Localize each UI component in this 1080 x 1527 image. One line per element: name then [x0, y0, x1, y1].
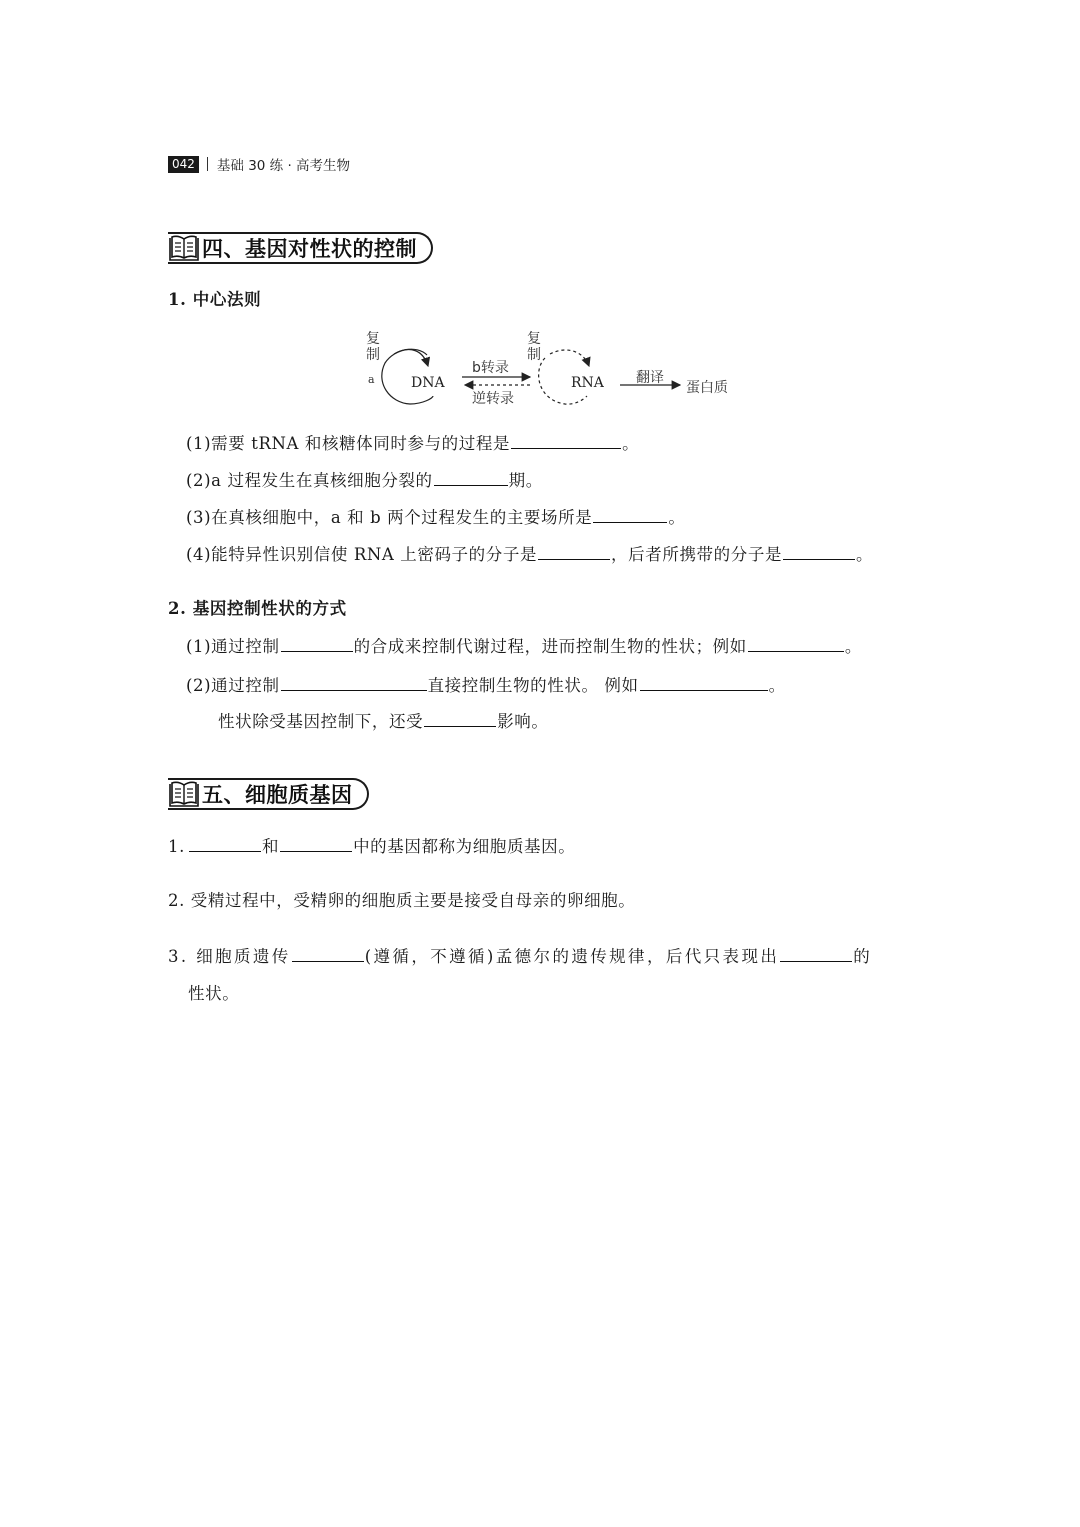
reverse-transcription-label: 逆转录 [472, 391, 514, 407]
book-title: 基础 30 练 · 高考生物 [216, 158, 351, 174]
protein-node: 蛋白质 [686, 380, 728, 396]
section-four-heading [168, 231, 433, 265]
answer-blank[interactable] [780, 945, 852, 962]
section-four-title: 四、基因对性状的控制 [202, 237, 417, 261]
question-4: (4)能特异性识别信使 RNA 上密码子的分子是 ，后者所携带的分子是 。 [186, 545, 874, 564]
rna-node: RNA [571, 375, 604, 391]
replication-label-dna-1: 复 [366, 331, 380, 347]
subsection-central-dogma-title: 1. 中心法则 [168, 290, 262, 309]
answer-blank[interactable] [281, 674, 427, 691]
replication-label-rna-1: 复 [527, 331, 541, 347]
answer-blank[interactable] [281, 635, 353, 652]
page-number: 042 [168, 156, 199, 173]
item-3-continuation: 性状。 [188, 984, 240, 1003]
answer-blank[interactable] [783, 543, 855, 560]
question-1: (1)需要 tRNA 和核糖体同时参与的过程是 。 [186, 434, 640, 453]
answer-blank[interactable] [538, 543, 610, 560]
question-3: (3)在真核细胞中，a 和 b 两个过程发生的主要场所是 。 [186, 508, 686, 527]
answer-blank[interactable] [434, 469, 508, 486]
answer-blank[interactable] [511, 432, 621, 449]
item-2: 2. 受精过程中，受精卵的细胞质主要是接受自母亲的卵细胞。 [168, 891, 636, 910]
environment-influence: 性状除受基因控制下，还受 影响。 [218, 712, 549, 731]
subsection-gene-control-title: 2. 基因控制性状的方式 [168, 599, 347, 618]
central-dogma-diagram [355, 328, 755, 410]
answer-blank[interactable] [280, 835, 352, 852]
answer-blank[interactable] [640, 674, 768, 691]
process-a-label: a [368, 373, 375, 386]
book-icon [168, 234, 200, 262]
answer-blank[interactable] [424, 710, 496, 727]
item-1: 1. 和 中的基因都称为细胞质基因。 [168, 837, 576, 856]
answer-blank[interactable] [189, 835, 261, 852]
transcription-label: b转录 [472, 360, 509, 376]
answer-blank[interactable] [593, 506, 667, 523]
page-header [168, 155, 350, 173]
replication-label-rna-2: 制 [527, 347, 541, 363]
item-3: 3. 细胞质遗传 (遵循，不遵循)孟德尔的遗传规律，后代只表现出 的 [168, 947, 873, 966]
header-divider [207, 157, 208, 171]
answer-blank[interactable] [292, 945, 364, 962]
method-1: (1)通过控制 的合成来控制代谢过程，进而控制生物的性状；例如 。 [186, 637, 862, 656]
section-five-title: 五、细胞质基因 [202, 783, 353, 807]
dna-node: DNA [411, 375, 445, 391]
book-icon [168, 780, 200, 808]
translation-label: 翻译 [636, 370, 664, 386]
section-five-heading [168, 777, 369, 811]
method-2: (2)通过控制 直接控制生物的性状。 例如 。 [186, 676, 786, 695]
question-2: (2)a 过程发生在真核细胞分裂的 期。 [186, 471, 543, 490]
answer-blank[interactable] [748, 635, 844, 652]
replication-label-dna-2: 制 [366, 347, 380, 363]
